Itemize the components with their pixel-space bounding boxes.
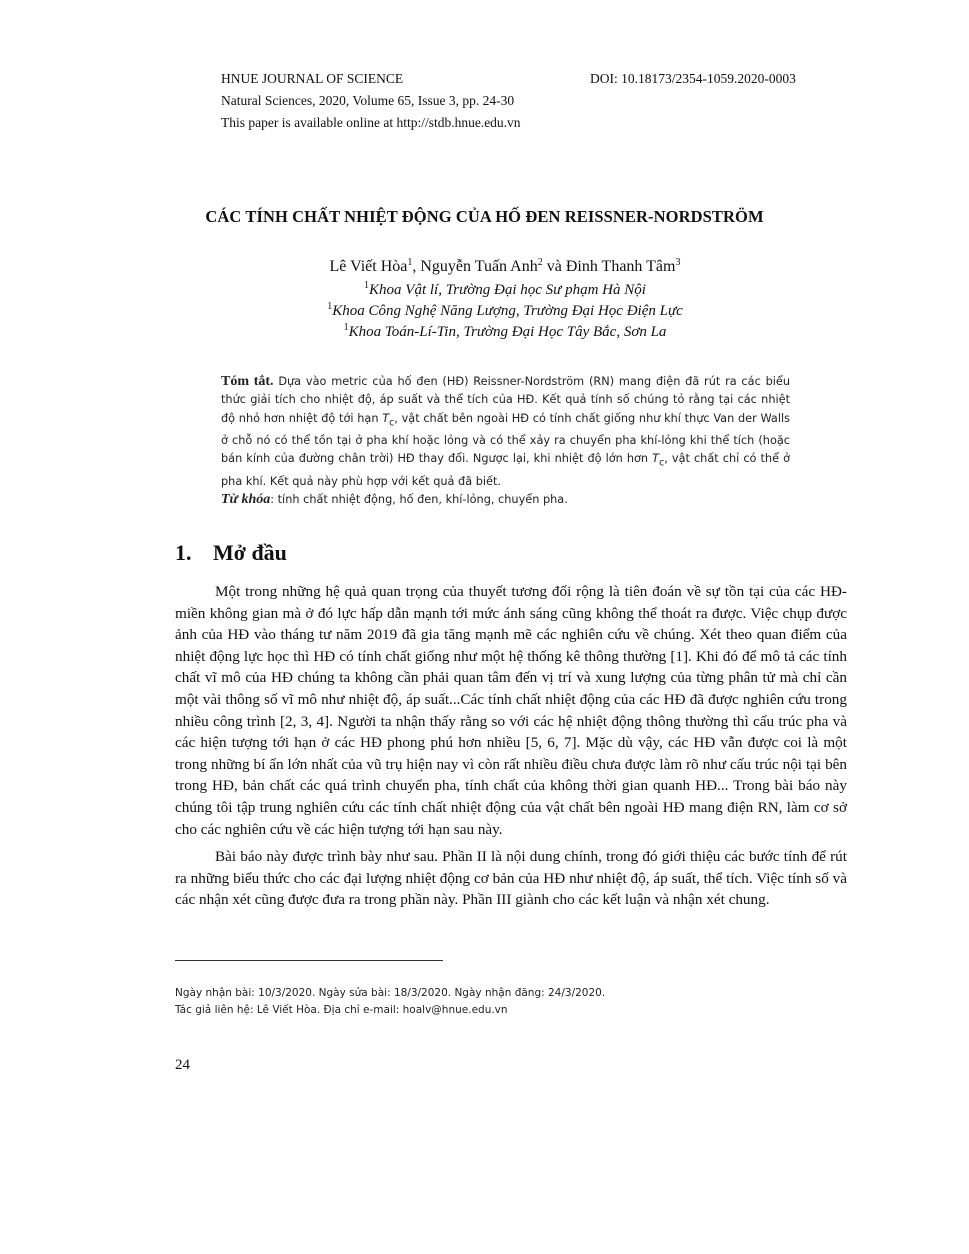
- affiliation-2-text: Khoa Công Nghệ Năng Lượng, Trường Đại Học Điện Lực: [332, 303, 683, 319]
- paragraph-1: Một trong những hệ quả quan trọng của thuyết tương đối rộng là tiên đoán về sự tồn tại của các HĐ-miền không gian mà ở đó lực hấp dẫn mạnh tới mức ánh sáng cũng không thể thoát ra được. Việc chụp được ảnh của HĐ vào tháng tư năm 2019 đã gia tăng mạnh mẽ các nghiên cứu về chúng. Xét theo quan điểm của nhiệt động lực học thì HĐ có tính chất giống như một hệ thống kê thông thường [1]. Khi đó để mô tả các tính chất vĩ mô của HĐ chúng ta không cần phải quan tâm đến vị trí và xung lượng của từng phân tử mà chỉ cần một vài thông số vĩ mô như nhiệt độ, áp suất...Các tính chất nhiệt động của các HĐ đã được nghiên cứu trong nhiều công trình [2, 3, 4]. Người ta nhận thấy rằng so với các hệ nhiệt động thông thường thì cấu trúc pha và các hiện tượng tới hạn ở các HĐ phong phú hơn nhiều [5, 6, 7]. Mặc dù vậy, các HĐ vẫn được coi là một trong những bí ẩn lớn nhất của vũ trụ hiện nay vì còn rất nhiều điều chưa được làm rõ như cấu trúc nội tại bên trong HĐ, bản chất các quá trình chuyển pha, tính chất của không thời gian quanh HĐ... Trong bài báo này chúng tôi tập trung nghiên cứu các tính chất nhiệt động của vật chất bên ngoài HĐ mang điện RN, làm cơ sở cho các nghiên cứu về các hiện tượng tới hạn sau này.: [175, 583, 847, 838]
- abstract-label: Tóm tắt.: [221, 374, 274, 389]
- footnote-dates: Ngày nhận bài: 10/3/2020. Ngày sửa bài: 18/3/2020. Ngày nhận đăng: 24/3/2020.: [175, 987, 606, 999]
- author-3-sup: 3: [675, 257, 681, 268]
- section-heading: [175, 540, 287, 566]
- keywords: [221, 491, 790, 509]
- journal-name: HNUE JOURNAL OF SCIENCE: [221, 71, 404, 86]
- tc-symbol-1: T: [382, 411, 390, 425]
- page-number: 24: [175, 1057, 190, 1073]
- section-number: 1.: [175, 540, 192, 565]
- abstract-part-1: Dựa vào metric của hố đen (HĐ) Reissner-Nordström (RN) mang điện đã rút ra các biểu thức giải tích cho nhiệt độ, áp suất và thể tích của HĐ. Kết quả tính số chúng tỏ rằng tại các nhiệt độ nhỏ hơn nhiệt độ tới hạn: [221, 375, 790, 425]
- section-body: [175, 581, 847, 917]
- doi[interactable]: DOI: 10.18173/2354-1059.2020-0003: [590, 71, 796, 86]
- affiliation-3: [0, 322, 969, 341]
- affiliation-1: [0, 280, 969, 299]
- author-2: Nguyễn Tuấn Anh: [420, 258, 538, 275]
- affiliation-1-sup: 1: [364, 280, 370, 291]
- abstract-part-2: , vật chất bên ngoài HĐ có tính chất giống như khí thực Van der Walls ở chỗ nó có thể tồn tại ở pha khí hoặc lỏng và có thể xảy ra chuyển pha khí-lỏng khi thể tích (hoặc bán kính của đường chân trời) HĐ thay đổi. Ngược lại, khi nhiệt độ lớn hơn: [221, 411, 790, 466]
- keywords-text: : tính chất nhiệt động, hố đen, khí-lỏng, chuyển pha.: [270, 493, 568, 507]
- affiliation-2-sup: 1: [327, 301, 333, 312]
- section-title: Mở đầu: [213, 540, 287, 565]
- keywords-label: Từ khóa: [221, 492, 271, 508]
- issue-info: Natural Sciences, 2020, Volume 65, Issue 3, pp. 24-30: [221, 93, 515, 108]
- affiliation-3-text: Khoa Toán-Lí-Tin, Trường Đại Học Tây Bắc, Sơn La: [348, 324, 667, 340]
- author-list: [0, 257, 969, 276]
- footnote-divider: [175, 960, 443, 961]
- author-1: Lê Viết Hòa: [329, 258, 408, 275]
- tc-subscript-1: c: [389, 416, 395, 428]
- tc-subscript-2: c: [659, 457, 665, 469]
- availability-note: This paper is available online at http://stdb.hnue.edu.vn: [221, 115, 521, 130]
- abstract-body: [221, 373, 790, 491]
- author-1-sup: 1: [407, 257, 413, 268]
- paper-title: CÁC TÍNH CHẤT NHIỆT ĐỘNG CỦA HỐ ĐEN REISSNER-NORDSTRÖM: [205, 207, 764, 226]
- paragraph-2: Bài báo này được trình bày như sau. Phần II là nội dung chính, trong đó giới thiệu các bước tính để rút ra những biểu thức cho các đại lượng nhiệt động cơ bản của HĐ như nhiệt độ, áp suất, thể tích. Việc tính số và các nhận xét cũng được đưa ra trong phần này. Phần III giành cho các kết luận và nhận xét chung.: [175, 848, 847, 909]
- affiliation-1-text: Khoa Vật lí, Trường Đại học Sư phạm Hà Nội: [369, 282, 646, 298]
- abstract: [221, 373, 790, 510]
- author-sep-2: và: [542, 258, 566, 275]
- affiliation-3-sup: 1: [343, 322, 349, 333]
- affiliation-2: [0, 301, 969, 320]
- abstract-part-3: , vật chất chỉ có thể ở pha khí. Kết quả này phù hợp với kết quả đã biết.: [221, 452, 791, 488]
- footnote-contact: Tác giả liên hệ: Lê Viết Hòa. Địa chỉ e-mail: hoalv@hnue.edu.vn: [175, 1004, 508, 1016]
- tc-symbol-2: T: [652, 452, 660, 466]
- author-2-sup: 2: [537, 257, 543, 268]
- author-sep-1: ,: [412, 258, 421, 275]
- author-3: Đinh Thanh Tâm: [565, 258, 676, 275]
